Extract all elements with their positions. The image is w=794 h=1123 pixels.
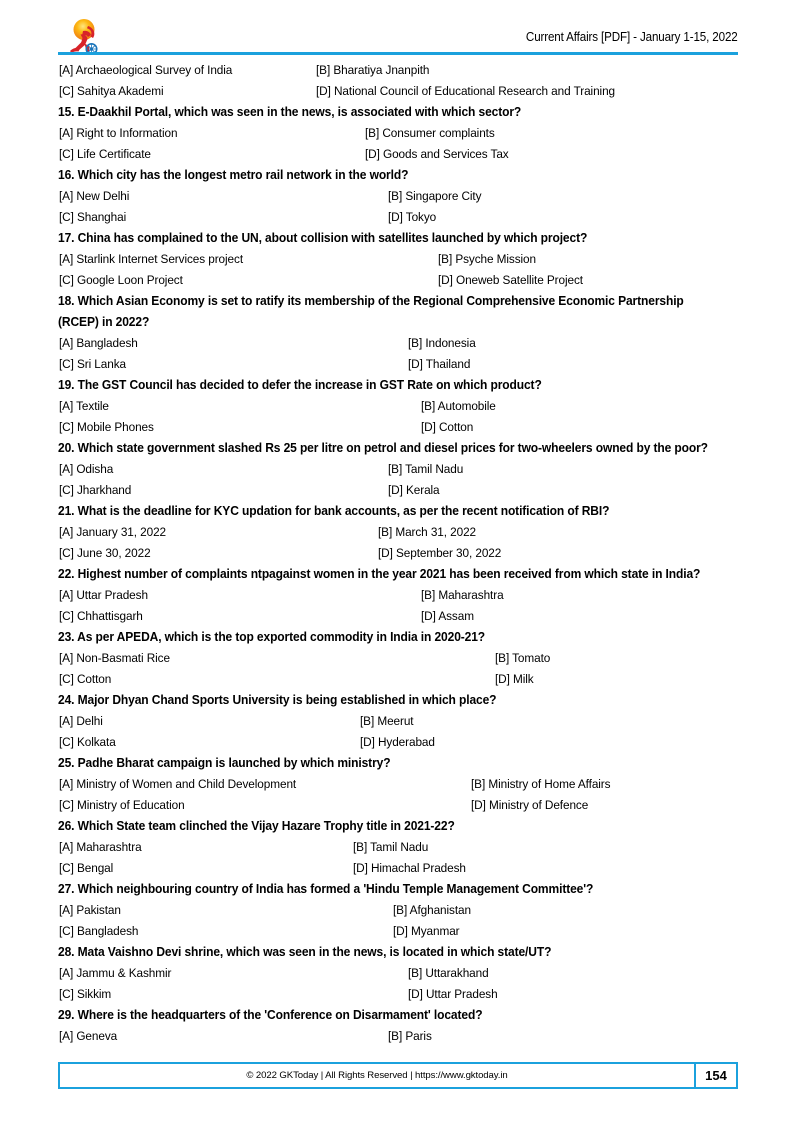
- option-row: [58, 354, 758, 375]
- option-row: [58, 774, 758, 795]
- option-a[interactable]: [A] Right to Information: [59, 126, 178, 140]
- option-d[interactable]: [D] Ministry of Defence: [471, 798, 589, 812]
- option-b[interactable]: [B] Tomato: [495, 651, 551, 665]
- question-text: 19. The GST Council has decided to defer the increase in GST Rate on which product?: [58, 378, 542, 392]
- option-b[interactable]: [B] Ministry of Home Affairs: [471, 777, 611, 791]
- question-text: 29. Where is the headquarters of the 'Conference on Disarmament' located?: [58, 1008, 483, 1022]
- option-row: [58, 711, 758, 732]
- option-row: [58, 333, 758, 354]
- option-c[interactable]: [C] Sahitya Akademi: [59, 84, 164, 98]
- option-c[interactable]: [C] Google Loon Project: [59, 273, 183, 287]
- option-b[interactable]: [B] Singapore City: [388, 189, 482, 203]
- option-a[interactable]: [A] New Delhi: [59, 189, 130, 203]
- option-c[interactable]: [C] Bangladesh: [59, 924, 139, 938]
- option-b[interactable]: [B] Indonesia: [408, 336, 476, 350]
- option-d[interactable]: [D] Assam: [421, 609, 474, 623]
- option-a[interactable]: [A] Pakistan: [59, 903, 121, 917]
- option-a[interactable]: [A] Archaeological Survey of India: [59, 63, 233, 77]
- option-b[interactable]: [B] Tamil Nadu: [388, 462, 464, 476]
- option-d[interactable]: [D] Oneweb Satellite Project: [438, 273, 583, 287]
- option-a[interactable]: [A] Jammu & Kashmir: [59, 966, 172, 980]
- option-row: [58, 585, 758, 606]
- question-list: [58, 60, 758, 1047]
- option-c[interactable]: [C] Mobile Phones: [59, 420, 154, 434]
- question-text: 16. Which city has the longest metro rail network in the world?: [58, 168, 409, 182]
- option-a[interactable]: [A] Maharashtra: [59, 840, 142, 854]
- option-row: [58, 270, 758, 291]
- option-a[interactable]: [A] Odisha: [59, 462, 114, 476]
- option-d[interactable]: [D] Uttar Pradesh: [408, 987, 498, 1001]
- option-row: [58, 207, 758, 228]
- option-b[interactable]: [B] Uttarakhand: [408, 966, 489, 980]
- option-d[interactable]: [D] Kerala: [388, 483, 440, 497]
- option-c[interactable]: [C] Jharkhand: [59, 483, 132, 497]
- question-text: 26. Which State team clinched the Vijay Hazare Trophy title in 2021-22?: [58, 819, 455, 833]
- option-row: [58, 396, 758, 417]
- option-c[interactable]: [C] Kolkata: [59, 735, 116, 749]
- footer-copyright: © 2022 GKToday | All Rights Reserved | https://www.gktoday.in: [246, 1070, 508, 1081]
- option-a[interactable]: [A] Ministry of Women and Child Development: [59, 777, 297, 791]
- option-c[interactable]: [C] Bengal: [59, 861, 114, 875]
- header-title: Current Affairs [PDF] - January 1-15, 2022: [526, 30, 738, 44]
- option-c[interactable]: [C] Shanghai: [59, 210, 127, 224]
- option-b[interactable]: [B] Bharatiya Jnanpith: [316, 63, 430, 77]
- option-a[interactable]: [A] Geneva: [59, 1029, 118, 1043]
- page-header: [58, 18, 738, 56]
- question-text: 23. As per APEDA, which is the top exported commodity in India in 2020-21?: [58, 630, 486, 644]
- question-text: 20. Which state government slashed Rs 25 per litre on petrol and diesel prices for two-wheelers owned by the poor?: [58, 441, 708, 455]
- question-text: 17. China has complained to the UN, about collision with satellites launched by which project?: [58, 231, 588, 245]
- footer-page-number: 154: [694, 1064, 736, 1087]
- option-row: [58, 732, 758, 753]
- option-b[interactable]: [B] Tamil Nadu: [353, 840, 429, 854]
- question-text: 15. E-Daakhil Portal, which was seen in the news, is associated with which sector?: [58, 105, 522, 119]
- option-a[interactable]: [A] Starlink Internet Services project: [59, 252, 244, 266]
- option-row: [58, 837, 758, 858]
- option-row: [58, 921, 758, 942]
- option-a[interactable]: [A] January 31, 2022: [59, 525, 167, 539]
- option-row: [58, 900, 758, 921]
- option-b[interactable]: [B] Psyche Mission: [438, 252, 536, 266]
- option-row: [58, 795, 758, 816]
- option-d[interactable]: [D] Hyderabad: [360, 735, 435, 749]
- option-c[interactable]: [C] Sikkim: [59, 987, 112, 1001]
- option-d[interactable]: [D] Goods and Services Tax: [365, 147, 509, 161]
- option-b[interactable]: [B] Paris: [388, 1029, 432, 1043]
- option-b[interactable]: [B] March 31, 2022: [378, 525, 477, 539]
- option-row: [58, 186, 758, 207]
- option-row: [58, 1026, 758, 1047]
- option-row: [58, 417, 758, 438]
- question-text: 22. Highest number of complaints ntpagainst women in the year 2021 has been received from which state in India?: [58, 567, 701, 581]
- option-row: [58, 459, 758, 480]
- option-row: [58, 123, 758, 144]
- option-d[interactable]: [D] Himachal Pradesh: [353, 861, 466, 875]
- question-text: 24. Major Dhyan Chand Sports University is being established in which place?: [58, 693, 497, 707]
- option-row: [58, 984, 758, 1005]
- option-d[interactable]: [D] Myanmar: [393, 924, 460, 938]
- option-c[interactable]: [C] Chhattisgarh: [59, 609, 143, 623]
- option-d[interactable]: [D] Milk: [495, 672, 534, 686]
- option-d[interactable]: [D] September 30, 2022: [378, 546, 502, 560]
- option-b[interactable]: [B] Automobile: [421, 399, 496, 413]
- option-row: [58, 543, 758, 564]
- option-c[interactable]: [C] Ministry of Education: [59, 798, 185, 812]
- header-divider-rule: [58, 52, 738, 55]
- question-text: 28. Mata Vaishno Devi shrine, which was seen in the news, is located in which state/UT?: [58, 945, 552, 959]
- option-a[interactable]: [A] Uttar Pradesh: [59, 588, 148, 602]
- option-b[interactable]: [B] Meerut: [360, 714, 414, 728]
- option-row: [58, 480, 758, 501]
- option-row: [58, 249, 758, 270]
- option-row: [58, 144, 758, 165]
- option-b[interactable]: [B] Maharashtra: [421, 588, 504, 602]
- option-row: [58, 648, 758, 669]
- question-text: 25. Padhe Bharat campaign is launched by which ministry?: [58, 756, 391, 770]
- option-c[interactable]: [C] June 30, 2022: [59, 546, 151, 560]
- option-row: [58, 963, 758, 984]
- option-a[interactable]: [A] Delhi: [59, 714, 103, 728]
- question-text: 27. Which neighbouring country of India has formed a 'Hindu Temple Management Committee'?: [58, 882, 594, 896]
- option-d[interactable]: [D] Tokyo: [388, 210, 437, 224]
- option-a[interactable]: [A] Non-Basmati Rice: [59, 651, 170, 665]
- option-c[interactable]: [C] Sri Lanka: [59, 357, 126, 371]
- option-a[interactable]: [A] Bangladesh: [59, 336, 138, 350]
- option-row: [58, 606, 758, 627]
- option-d[interactable]: [D] Thailand: [408, 357, 471, 371]
- option-b[interactable]: [B] Afghanistan: [393, 903, 471, 917]
- question-text: 18. Which Asian Economy is set to ratify its membership of the Regional Comprehensive Economic Partnership: [58, 294, 684, 308]
- option-a[interactable]: [A] Textile: [59, 399, 109, 413]
- page-footer: [58, 1062, 738, 1089]
- option-row: [58, 522, 758, 543]
- option-row: [58, 858, 758, 879]
- option-row: [58, 60, 758, 81]
- option-b[interactable]: [B] Consumer complaints: [365, 126, 495, 140]
- option-d[interactable]: [D] Cotton: [421, 420, 474, 434]
- option-c[interactable]: [C] Life Certificate: [59, 147, 151, 161]
- question-text-continued: (RCEP) in 2022?: [58, 315, 150, 329]
- question-text: 21. What is the deadline for KYC updation for bank accounts, as per the recent notification of RBI?: [58, 504, 610, 518]
- option-d[interactable]: [D] National Council of Educational Research and Training: [316, 84, 616, 98]
- option-row: [58, 81, 758, 102]
- option-row: [58, 669, 758, 690]
- option-c[interactable]: [C] Cotton: [59, 672, 112, 686]
